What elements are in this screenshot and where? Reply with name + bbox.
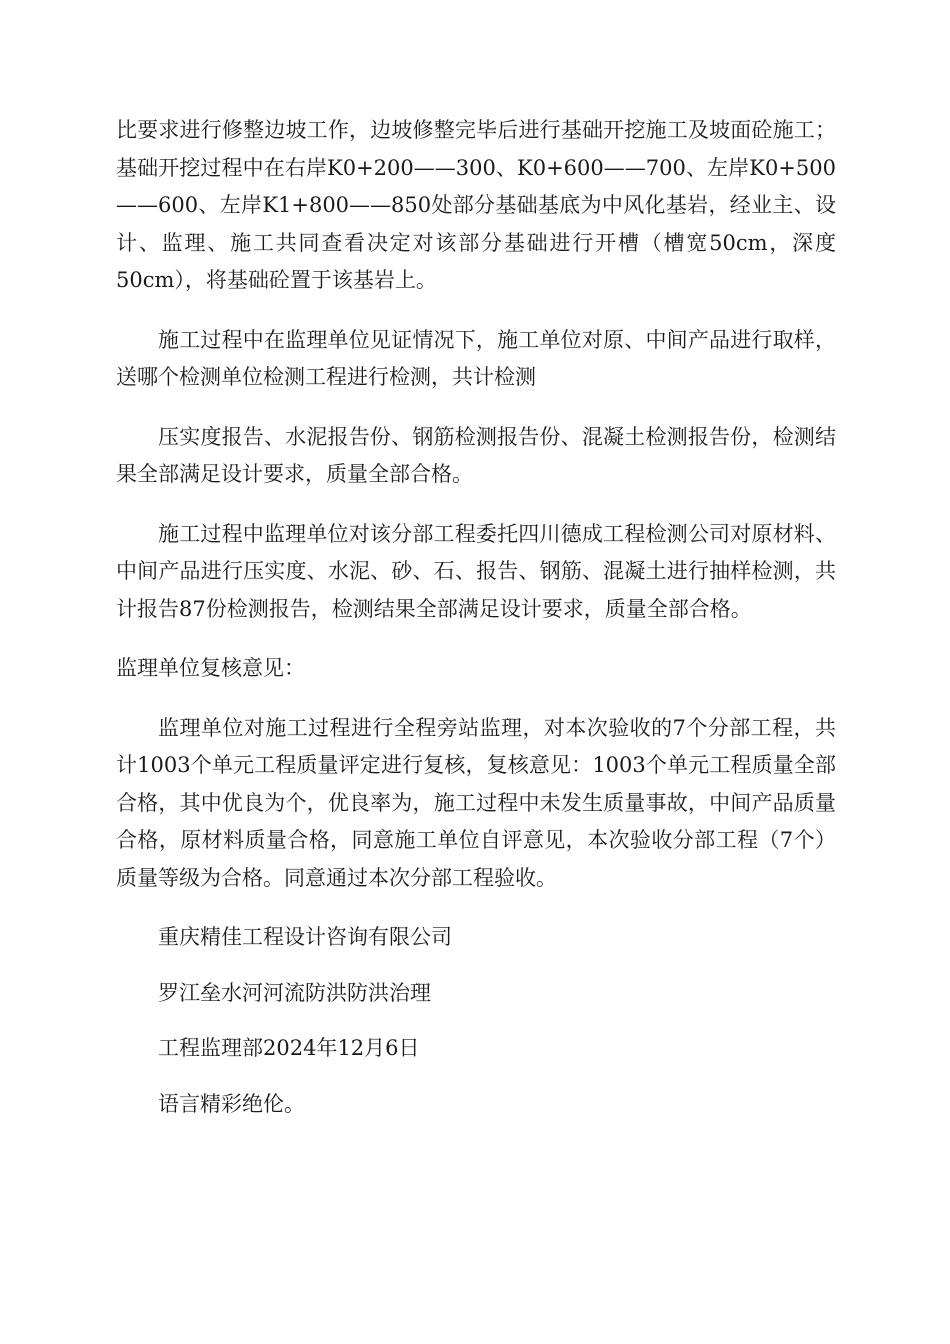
paragraph-sampling: 施工过程中在监理单位见证情况下，施工单位对原、中间产品进行取样，送哪个检测单位检测工程进行检测，共计检测 [116, 327, 836, 389]
review-heading: 监理单位复核意见： [116, 656, 305, 680]
signature-project: 罗江垒水河河流防洪防洪治理 [158, 980, 431, 1005]
paragraph-commissioned-testing: 施工过程中监理单位对该分部工程委托四川德成工程检测公司对原材料、中间产品进行压实度、水泥、砂、石、报告、钢筋、混凝土进行抽样检测，共计报告87份检测报告，检测结果全部满足设计要求，质量全部合格。 [116, 521, 836, 621]
signature-department-date: 工程监理部2024年12月6日 [158, 1036, 420, 1060]
paragraph-test-reports: 压实度报告、水泥报告份、钢筋检测报告份、混凝土检测报告份，检测结果全部满足设计要求，质量全部合格。 [116, 424, 836, 486]
paragraph-review-opinion: 监理单位对施工过程进行全程旁站监理，对本次验收的7个分部工程，共计1003个单元工程质量评定进行复核，复核意见：1003个单元工程质量全部合格，其中优良为个，优良率为，施工过程中未发生质量事故，中间产品质量合格，原材料质量合格，同意施工单位自评意见，本次验收分部工程（7个）质量等级为合格。同意通过本次分部工程验收。 [116, 715, 836, 890]
paragraph-foundation-excavation: 比要求进行修整边坡工作，边坡修整完毕后进行基础开挖施工及坡面砼施工；基础开挖过程中在右岸K0+200——300、K0+600——700、左岸K0+500——600、左岸K1+800——850处部分基础基底为中风化基岩，经业主、设计、监理、施工共同查看决定对该部分基础进行开槽（槽宽50cm，深度50cm），将基础砼置于该基岩上。 [116, 118, 836, 292]
document-body [116, 112, 836, 1141]
closing-line: 语言精彩绝伦。 [158, 1091, 305, 1116]
signature-company: 重庆精佳工程设计咨询有限公司 [158, 925, 452, 949]
